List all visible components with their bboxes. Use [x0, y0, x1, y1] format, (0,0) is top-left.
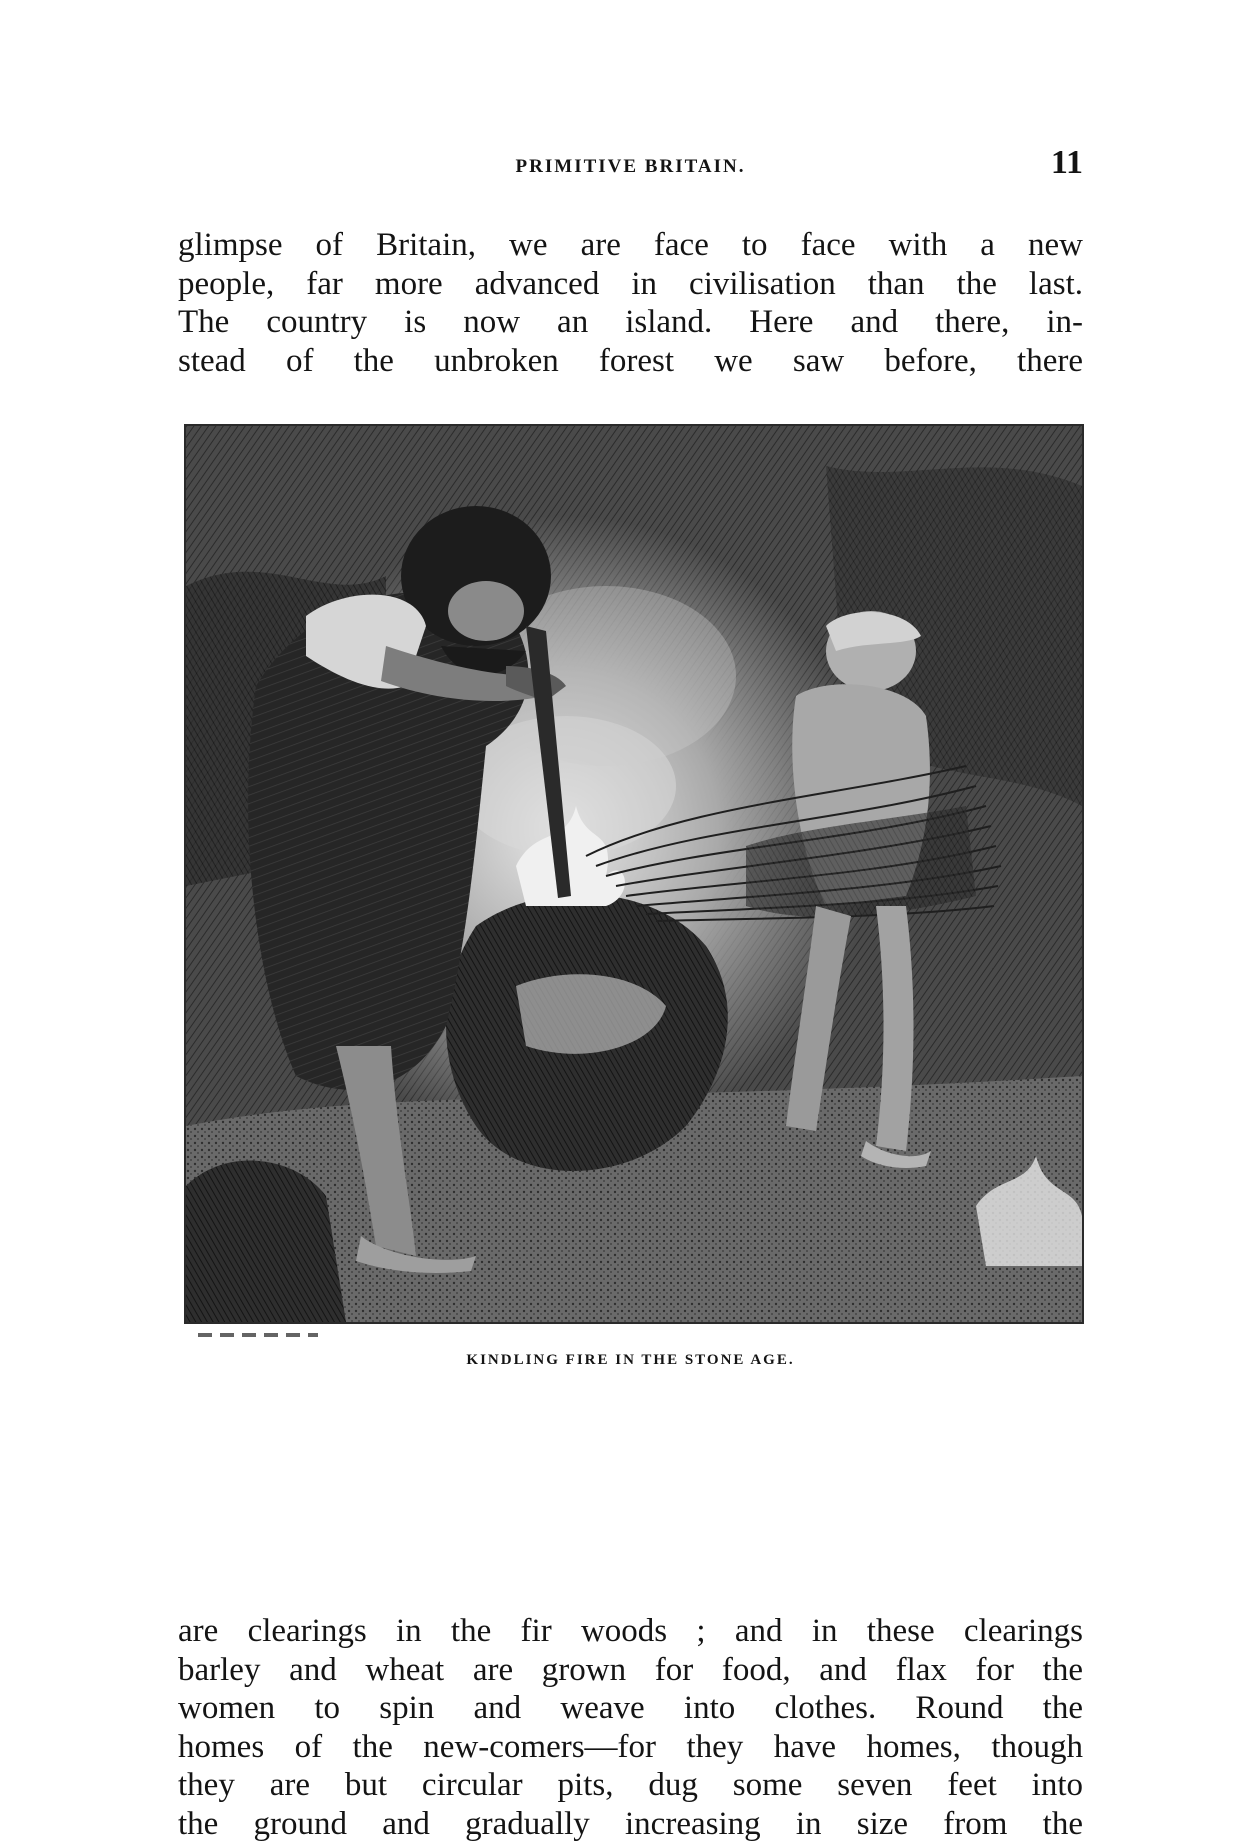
text-line: they are but circular pits, dug some seven feet into	[178, 1766, 1083, 1805]
text-line: women to spin and weave into clothes. Round the	[178, 1689, 1083, 1728]
text-line: barley and wheat are grown for food, and flax for the	[178, 1651, 1083, 1690]
text-line: The country is now an island. Here and there, in-	[178, 303, 1083, 342]
print-mark	[198, 1333, 318, 1337]
text-line: the ground and gradually increasing in size from the	[178, 1805, 1083, 1843]
engraving-drawing	[186, 426, 1082, 1322]
text-line: stead of the unbroken forest we saw before, there	[178, 342, 1083, 381]
body-text-top	[178, 226, 1083, 380]
running-title: PRIMITIVE BRITAIN.	[178, 156, 1083, 178]
page-number: 11	[1051, 144, 1083, 182]
figure-caption: KINDLING FIRE IN THE STONE AGE.	[178, 1352, 1083, 1369]
body-text-bottom	[178, 1612, 1083, 1843]
text-line: people, far more advanced in civilisation than the last.	[178, 265, 1083, 304]
text-line: glimpse of Britain, we are face to face with a new	[178, 226, 1083, 265]
engraving-illustration	[184, 424, 1084, 1324]
text-line: homes of the new-comers—for they have homes, though	[178, 1728, 1083, 1767]
text-line: are clearings in the fir woods ; and in these clearings	[178, 1612, 1083, 1651]
running-head	[178, 148, 1083, 188]
